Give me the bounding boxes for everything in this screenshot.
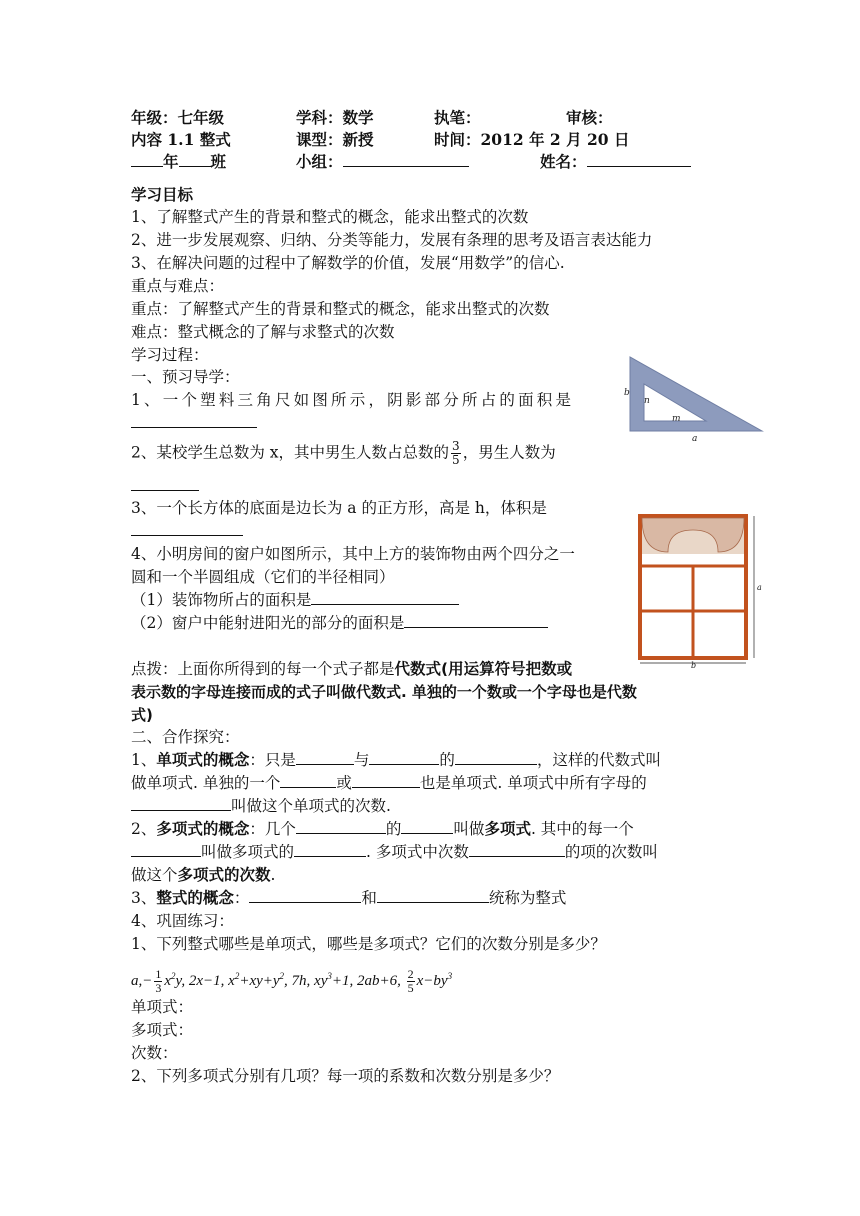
lesson-type-label: 课型：新授	[296, 130, 374, 149]
hint-line-1-rest: (用运算符号把数或	[441, 660, 573, 678]
mono-blank-1[interactable]	[296, 749, 354, 765]
class-row	[131, 150, 226, 172]
triangle-label-m: m	[672, 414, 681, 424]
group-blank[interactable]	[343, 151, 469, 167]
poly-blank-4[interactable]	[294, 841, 366, 857]
subject-label: 学科：数学	[296, 108, 374, 127]
int-index: 3、	[131, 889, 157, 907]
mono-index: 1、	[131, 751, 157, 769]
practice-title: 4、巩固练习：	[131, 912, 234, 930]
window-label-a: a	[757, 583, 762, 592]
exercise-1: 1、下列整式哪些是单项式，哪些是多项式？它们的次数分别是多少？	[131, 935, 606, 953]
year-label: 年	[163, 152, 179, 171]
hint-line-3: 式)	[131, 706, 153, 724]
class-blank[interactable]	[179, 151, 211, 167]
group-label: 小组：	[296, 152, 343, 171]
question-4-sub-2	[131, 612, 548, 634]
poly-index: 2、	[131, 820, 157, 838]
preview-title: 一、预习导学：	[131, 368, 240, 386]
mono-text-i: 叫做这个单项式的次数.	[231, 797, 391, 815]
q1-answer-row	[131, 412, 257, 434]
q3-answer-blank[interactable]	[131, 520, 243, 536]
poly-line-3	[131, 864, 275, 886]
poly-text-c: 的	[385, 820, 402, 838]
mono-answer-label: 单项式：	[131, 998, 194, 1016]
poly-blank-5[interactable]	[469, 841, 565, 857]
poly-line-2	[131, 841, 658, 863]
q2-answer-row	[131, 475, 199, 497]
reviewer-label: 审核：	[566, 108, 613, 127]
poly-term-2: 多项式	[484, 819, 531, 838]
name-label: 姓名：	[540, 152, 587, 171]
q2-fraction	[451, 440, 461, 467]
poly-text-e: . 其中的每一个	[530, 820, 634, 838]
poly-text-d: 叫做	[453, 820, 485, 838]
mono-blank-6[interactable]	[131, 795, 231, 811]
triangle-label-n: n	[644, 396, 650, 406]
focus-title: 重点与难点：	[131, 277, 225, 295]
q4-1-text: （1）装饰物所占的面积是	[131, 591, 312, 609]
class-label: 班	[210, 152, 227, 171]
mono-line-3	[131, 795, 391, 817]
triangle-ruler-figure	[622, 353, 766, 443]
mono-text-f: 做单项式. 单独的一个	[131, 774, 281, 792]
exercise-1-formula: a,− $\frac{1}{3}$ $x^2y$, 2x−1, $x^2+xy+y^2$, 7h, $xy^3+1$, 2ab+6, $\frac{2}{5}$ $x-by^3$	[131, 967, 453, 996]
q4-1-answer-blank[interactable]	[311, 589, 459, 605]
mono-line-1	[131, 749, 661, 771]
q4-2-text: （2）窗户中能射进阳光的部分的面积是	[131, 614, 405, 632]
mono-term: 单项式的概念	[156, 750, 250, 769]
focus-key: 重点：了解整式产生的背景和整式的概念，能求出整式的次数	[131, 300, 550, 318]
poly-blank-1[interactable]	[296, 818, 386, 834]
process-title: 学习过程：	[131, 346, 209, 364]
int-blank-2[interactable]	[377, 887, 489, 903]
goal-item-1: 1、了解整式产生的背景和整式的概念，能求出整式的次数	[131, 208, 529, 226]
q2-text-b: ，男生人数为	[462, 443, 556, 462]
mono-text-g: 或	[336, 774, 352, 792]
exercise-2: 2、下列多项式分别有几项？每一项的系数和次数分别是多少？	[131, 1067, 560, 1085]
int-blank-1[interactable]	[249, 887, 361, 903]
question-4-line-1: 4、小明房间的窗户如图所示，其中上方的装饰物由两个四分之一	[131, 545, 575, 563]
mono-blank-3[interactable]	[455, 749, 537, 765]
poly-blank-3[interactable]	[131, 841, 201, 857]
q2-answer-blank[interactable]	[131, 475, 199, 491]
question-3: 3、一个长方体的底面是边长为 a 的正方形，高是 h，体积是	[131, 499, 547, 517]
int-text-d: 统称为整式	[488, 889, 567, 907]
poly-text-h: 的项的次数叫	[564, 843, 658, 861]
q2-text-a: 2、某校学生总数为 x，其中男生人数占总数的	[131, 443, 450, 462]
poly-answer-label: 多项式：	[131, 1021, 194, 1039]
poly-text-i: 做这个	[131, 866, 178, 884]
mono-blank-5[interactable]	[352, 772, 420, 788]
grade-label: 年级：七年级	[131, 108, 225, 127]
question-4-line-2: 圆和一个半圆组成（它们的半径相同）	[131, 568, 395, 586]
poly-text-b: ：几个	[249, 820, 296, 838]
question-2	[131, 440, 556, 467]
poly-text-g: . 多项式中次数	[366, 843, 469, 861]
int-text-c: 和	[361, 889, 377, 907]
window-figure	[632, 508, 766, 668]
poly-blank-2[interactable]	[401, 818, 453, 834]
integral-line	[131, 887, 566, 909]
goal-item-3: 3、在解决问题的过程中了解数学的价值，发展“用数学”的信心.	[131, 254, 565, 272]
poly-text-f: 叫做多项式的	[201, 843, 295, 861]
q4-2-answer-blank[interactable]	[404, 612, 548, 628]
content-label: 内容 1.1 整式	[131, 130, 231, 149]
poly-line-1	[131, 818, 634, 840]
mono-text-b: ：只是	[249, 751, 296, 769]
explore-title: 二、合作探究：	[131, 728, 240, 746]
hint-line-1	[131, 658, 572, 680]
year-blank[interactable]	[131, 151, 163, 167]
q3-answer-row	[131, 520, 243, 542]
mono-text-c: 与	[353, 751, 370, 769]
mono-text-h: 也是单项式. 单项式中所有字母的	[419, 774, 647, 792]
q1-answer-blank[interactable]	[131, 412, 257, 428]
mono-line-2	[131, 772, 647, 794]
name-blank[interactable]	[587, 151, 691, 167]
author-label: 执笔：	[434, 108, 481, 127]
int-text-b: ：	[233, 889, 250, 907]
mono-text-e: ，这样的代数式叫	[536, 751, 661, 769]
goals-title: 学习目标	[131, 185, 194, 204]
poly-term: 多项式的概念	[156, 819, 250, 838]
hint-line-2: 表示数的字母连接而成的式子叫做代数式. 单独的一个数或一个字母也是代数	[131, 683, 637, 701]
hint-lead: 点拨：上面你所得到的每一个式子都是	[131, 660, 395, 678]
window-label-b: b	[691, 661, 697, 668]
q2-fraction-den: 5	[452, 453, 460, 467]
name-row	[540, 150, 691, 172]
mono-blank-2[interactable]	[369, 749, 439, 765]
question-4-sub-1	[131, 589, 459, 611]
poly-text-j: .	[270, 866, 276, 884]
mono-text-d: 的	[439, 751, 455, 769]
focus-difficulty: 难点：整式概念的了解与求整式的次数	[131, 323, 395, 341]
poly-term-3: 多项式的次数	[177, 865, 271, 884]
question-1: 1、一个塑料三角尺如图所示，阴影部分所占的面积是	[131, 391, 575, 409]
hint-term: 代数式	[394, 659, 442, 678]
time-label: 时间：2012 年 2 月 20 日	[434, 130, 630, 149]
triangle-label-b: b	[624, 388, 630, 398]
group-row	[296, 150, 469, 172]
int-term: 整式的概念	[156, 888, 234, 907]
q2-fraction-num: 3	[452, 439, 460, 453]
degree-answer-label: 次数：	[131, 1044, 178, 1062]
mono-blank-4[interactable]	[280, 772, 336, 788]
goal-item-2: 2、进一步发展观察、归纳、分类等能力，发展有条理的思考及语言表达能力	[131, 231, 653, 249]
triangle-label-a: a	[692, 434, 698, 443]
